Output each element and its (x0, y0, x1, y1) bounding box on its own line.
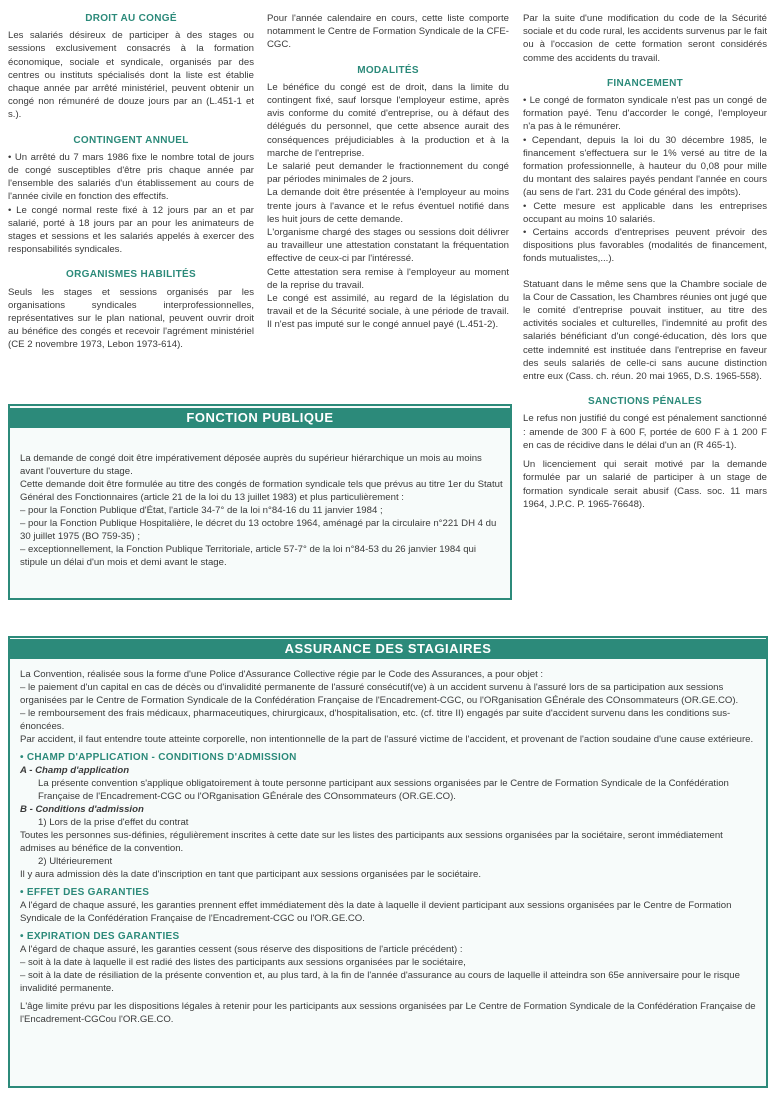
champ-a-label: A - Champ d'application (20, 765, 130, 776)
accident-intro: Par la suite d'une modification du code de la Sécurité sociale et du code rural, les accidents survenus par le fait ou à l'occasion de cette formation seront considérés comme des accidents du travail. (523, 13, 767, 64)
assurance-intro: La Convention, réalisée sous la forme d'une Police d'Assurance Collective régie par le Code des Assurances, a pour objet : (20, 669, 544, 680)
section-title-modalites: MODALITÉS (357, 64, 419, 76)
sanctions-paragraph-2: Un licenciement qui serait motivé par la demande formulée par un salarié de participer à un stage de formation syndicale serait abusif (Cass. soc. 11 mars 1964, J.P.C. P. 1965-76648). (523, 459, 767, 510)
list-intro: Pour l'année calendaire en cours, cette liste comporte notamment le Centre de Formation Syndicale de la CFE-CGC. (267, 13, 509, 51)
assurance-body (20, 668, 760, 1026)
section-title-financement: FINANCEMENT (606, 77, 684, 89)
financement-item-3: • Cette mesure est applicable dans les entreprises occupant au moins 10 salariés. (523, 200, 767, 225)
financement-item-1: • Le congé de formaton syndicale n'est pas un congé de formation payé. Tenu d'accorder le congé, l'employeur n'a pas à le rémunérer. (523, 95, 767, 133)
assurance-banner-label: ASSURANCE DES STAGIAIRES (284, 641, 492, 656)
champ-a-text: La présente convention s'applique obligatoirement à toute personne participant aux sessions organisées par le Centre de Formation Syndicale de la Confédération Française de l'Encadrement-CGC ou l'ORganisation GÉnérale des COnsommateurs (OR.GE.CO). (38, 778, 729, 802)
expiration-intro: A l'égard de chaque assuré, les garanties cessent (sous réserve des dispositions de l'article précédent) : (20, 944, 463, 955)
section-title-organismes: ORGANISMES HABILITÉS (66, 269, 196, 281)
modalites-paragraph-5: Cette attestation sera remise à l'employeur au moment de la reprise du travail. (267, 266, 509, 291)
fp-paragraph-2: Cette demande doit être formulée au titre des congés de formation syndicale tels que prévus au titre 1er du Statut Général des Fonctionnaires (article 21 de la loi du 13 juillet 1983) et plus particulièrement : (20, 479, 503, 503)
financement-item-2: • Cependant, depuis la loi du 30 décembre 1985, le financement s'effectuera sur le 1% versé au titre de la formation professionnelle, à hauteur du 0,08 pour mille du montant des salaires payés pendant l'année en cours (au sens de l'art. 231 du Code général des impôts). (523, 134, 767, 199)
fonction-publique-banner-label: FONCTION PUBLIQUE (186, 410, 334, 425)
expiration-item: – soit à la date de résiliation de la présente convention et, au plus tard, à la fin de l'année d'assurance au cours de laquelle il atteindra son 65e anniversaire pour le risque invalidité permanente. (20, 970, 740, 994)
column-right (523, 12, 767, 511)
modalites-paragraph-2: Le salarié peut demander le fractionnement du congé par périodes minimales de 2 jours. (267, 161, 509, 186)
organismes-text: Seuls les stages et sessions organisés par les organisations syndicales interprofessionnelles, représentatives sur le plan national, peuvent ouvrir droit au bénéfice des congés et recevoir l'agrément ministériel (CE 2 novembre 1973, Lebon 1973-614). (8, 286, 254, 351)
contingent-paragraph-1: • Un arrêté du 7 mars 1986 fixe le nombre total de jours de congé susceptibles d'être pris chaque année par l'ensemble des salariés d'un établissement au cours de l'année civile en fonction des effectifs. (8, 151, 254, 203)
expiration-garanties-title: • EXPIRATION DES GARANTIES (20, 931, 180, 942)
column-left (8, 12, 254, 352)
effet-garanties-title: • EFFET DES GARANTIES (20, 887, 150, 898)
fp-paragraph-1: La demande de congé doit être impérativement déposée auprès du supérieur hiérarchique un mois au moins avant l'ouverture du stage. (20, 453, 482, 477)
fp-list-item: – exceptionnellement, la Fonction Publique Territoriale, article 57-7° de la loi n°84-53 du 26 janvier 1984 qui stipule un délai d'un mois et demi avant le stage. (20, 544, 477, 568)
fonction-publique-banner (10, 408, 510, 428)
fp-list-item: – pour la Fonction Publique d'État, l'article 34-7° de la loi n°84-16 du 11 janvier 1984 ; (20, 505, 383, 516)
modalites-paragraph-3: La demande doit être présentée à l'employeur au moins trente jours à l'avance et le refus éventuel notifié dans les huit jours de cette demande. (267, 187, 509, 225)
droit-text: Les salariés désireux de participer à des stages ou sessions exclusivement consacrés à la formation économique, sociale et syndicale, organisés par des centres ou instituts spécialisés dont la liste est établie chaque année par arrêté ministériel, peuvent obtenir un congé non rémunéré de douze jours par an (L.451-1 et s.). (8, 30, 254, 121)
condition-1-label: 1) Lors de la prise d'effet du contrat (38, 817, 189, 828)
assurance-objet-item: – le paiement d'un capital en cas de décès ou d'invalidité permanente de l'assuré consécutif(ve) à un accident survenu à l'assuré lors de sa participation aux sessions organisées par le Centre de Formation Syndicale de la Confédération Française de l'Encadrement-CGC, ou l'ORganisation GÉnérale des COnsommateurs (OR.GE.CO). (20, 682, 739, 706)
contingent-paragraph-2: • Le congé normal reste fixé à 12 jours par an et par salarié, porté à 18 jours par an pour les animateurs de stages et sessions et les salariés appelés à exercer des responsabilités syndicales. (8, 204, 254, 256)
modalites-paragraph-6: Le congé est assimilé, au regard de la législation du travail et de la Sécurité sociale, à une période de travail. Il n'est pas imputé sur le congé annuel payé (L.451-2). (267, 293, 509, 331)
champ-b-label: B - Conditions d'admission (20, 804, 144, 815)
fp-list-item: – pour la Fonction Publique Hospitalière, le décret du 13 octobre 1964, aménagé par la circulaire n°221 DH 4 du 30 juillet 1975 (BO 759-35) ; (20, 518, 497, 542)
assurance-banner (10, 639, 766, 659)
column-middle (267, 12, 509, 332)
modalites-paragraph-1: Le bénéfice du congé est de droit, dans la limite du contingent fixé, sauf lorsque l'employeur estime, après avis conforme du comité d'entreprise, ou à défaut des délégués du personnel, que cette absence aurait des conséquences préjudiciables à la production et à la marche de l'entreprise. (267, 81, 509, 159)
condition-1-text: Toutes les personnes sus-définies, régulièrement inscrites à cette date sur les listes des participants aux sessions organisées par la sociétaire, seront immédiatement admises au bénéfice de la convention. (20, 830, 723, 854)
effet-garanties-text: A l'égard de chaque assuré, les garanties prennent effet immédiatement dès la date à laquelle il devient participant aux sessions organisées par le Centre de Formation Syndicale de la Confédération Française de l'Encadrement-CGC ou l'OR.GE.CO. (20, 900, 732, 924)
expiration-item: – soit à la date à laquelle il est radié des listes des participants aux sessions organisées par le sociétaire, (20, 957, 466, 968)
condition-2-label: 2) Ultérieurement (38, 856, 113, 867)
assurance-accident-definition: Par accident, il faut entendre toute atteinte corporelle, non intentionnelle de la part de l'assuré victime de l'accident, et provenant de l'action soudaine d'une cause extérieure. (20, 734, 754, 745)
section-title-contingent: CONTINGENT ANNUEL (73, 134, 189, 146)
modalites-paragraph-4: L'organisme chargé des stages ou sessions doit délivrer au travailleur une attestation constatant la fréquentation effective de ceux-ci par l'intéressé. (267, 227, 509, 265)
assurance-objet-item: – le remboursement des frais médicaux, pharmaceutiques, chirurgicaux, d'hospitalisation, etc. (cf. titre II) engagés par suite d'accident survenu dans les conditions sus-énoncées. (20, 708, 731, 732)
sanctions-paragraph-1: Le refus non justifié du congé est pénalement sanctionné : amende de 300 F à 600 F, portée de 600 F à 1 200 F en cas de récidive dans le délai d'un an (R 465-1). (523, 413, 767, 451)
statuant-paragraph: Statuant dans le même sens que la Chambre sociale de la Cour de Cassation, les Chambres réunies ont jugé que le comité d'entreprise pouvait instituer, au titre des activités sociales et culturelles, l'indemnité au profit des salariés bénéficiant d'un congé-éducation, dès lors que cette indemnité est instituée dans l'entreprise en faveur des seuls salariés de celle-ci sans aucune distinction entre eux (Cass. ch. réun. 20 mai 1965, D.S. 1965-558). (523, 278, 767, 383)
fonction-publique-box (8, 404, 512, 600)
section-title-droit: DROIT AU CONGÉ (85, 13, 177, 24)
assurance-box (8, 636, 768, 1088)
financement-item-4: • Certains accords d'entreprises peuvent prévoir des dispositions plus favorables (modalités de financement, fonds mutualistes,...). (523, 227, 767, 265)
champ-application-title: • CHAMP D'APPLICATION - CONDITIONS D'ADMISSION (20, 752, 297, 763)
condition-2-text: Il y aura admission dès la date d'inscription en tant que participant aux sessions organisées par le sociétaire. (20, 869, 481, 880)
section-title-sanctions: SANCTIONS PÉNALES (587, 396, 702, 408)
age-limite-text: L'âge limite prévu par les dispositions légales à retenir pour les participants aux sessions organisées par Le Centre de Formation Syndicale de la Confédération Française de l'Encadrement-CGCou l'OR.GE.CO. (20, 1001, 756, 1025)
fonction-publique-body (20, 452, 504, 569)
